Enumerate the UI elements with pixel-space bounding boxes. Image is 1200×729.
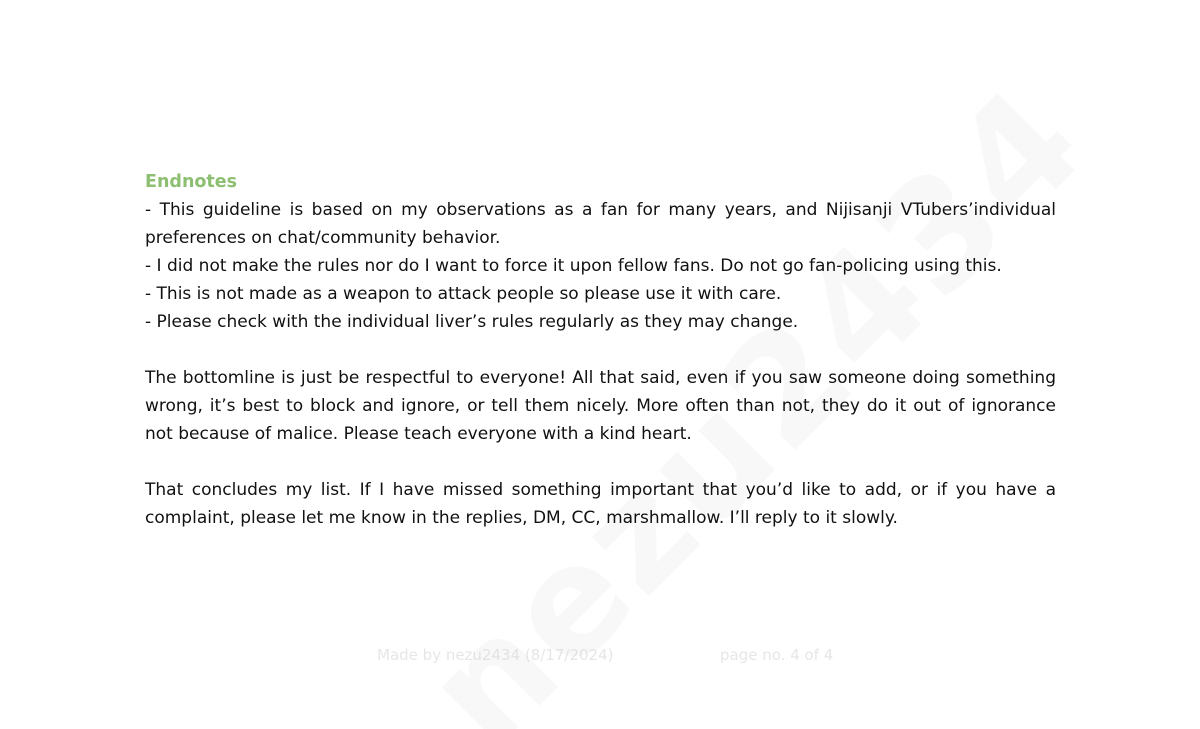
paragraph-spacer bbox=[145, 336, 1056, 364]
closing-paragraph: The bottomline is just be respectful to everyone! All that said, even if you saw someone doing something wrong, it’s best to block and ignore, or tell them nicely. More often than not, they do it out of ignorance not because of malice. Please teach everyone with a kind heart. bbox=[145, 368, 1056, 444]
endnotes-heading: Endnotes bbox=[145, 172, 238, 192]
endnote-item: - This is not made as a weapon to attack people so please use it with care. bbox=[145, 284, 782, 304]
closing-paragraph: That concludes my list. If I have missed something important that you’d like to add, or if you have a complaint, please let me know in the replies, DM, CC, marshmallow. I’ll reply to it slowly. bbox=[145, 480, 1056, 528]
endnote-item: - This guideline is based on my observations as a fan for many years, and Nijisanji VTubers’individual preferences on chat/community behavior. bbox=[145, 200, 1056, 248]
endnote-item: - I did not make the rules nor do I want to force it upon fellow fans. Do not go fan-policing using this. bbox=[145, 256, 1002, 276]
footer-author: Made by nezu2434 (8/17/2024) bbox=[377, 646, 614, 664]
footer-page-number: page no. 4 of 4 bbox=[720, 646, 834, 664]
document-body bbox=[145, 168, 1056, 532]
endnote-item: - Please check with the individual liver’s rules regularly as they may change. bbox=[145, 312, 799, 332]
paragraph-spacer bbox=[145, 448, 1056, 476]
